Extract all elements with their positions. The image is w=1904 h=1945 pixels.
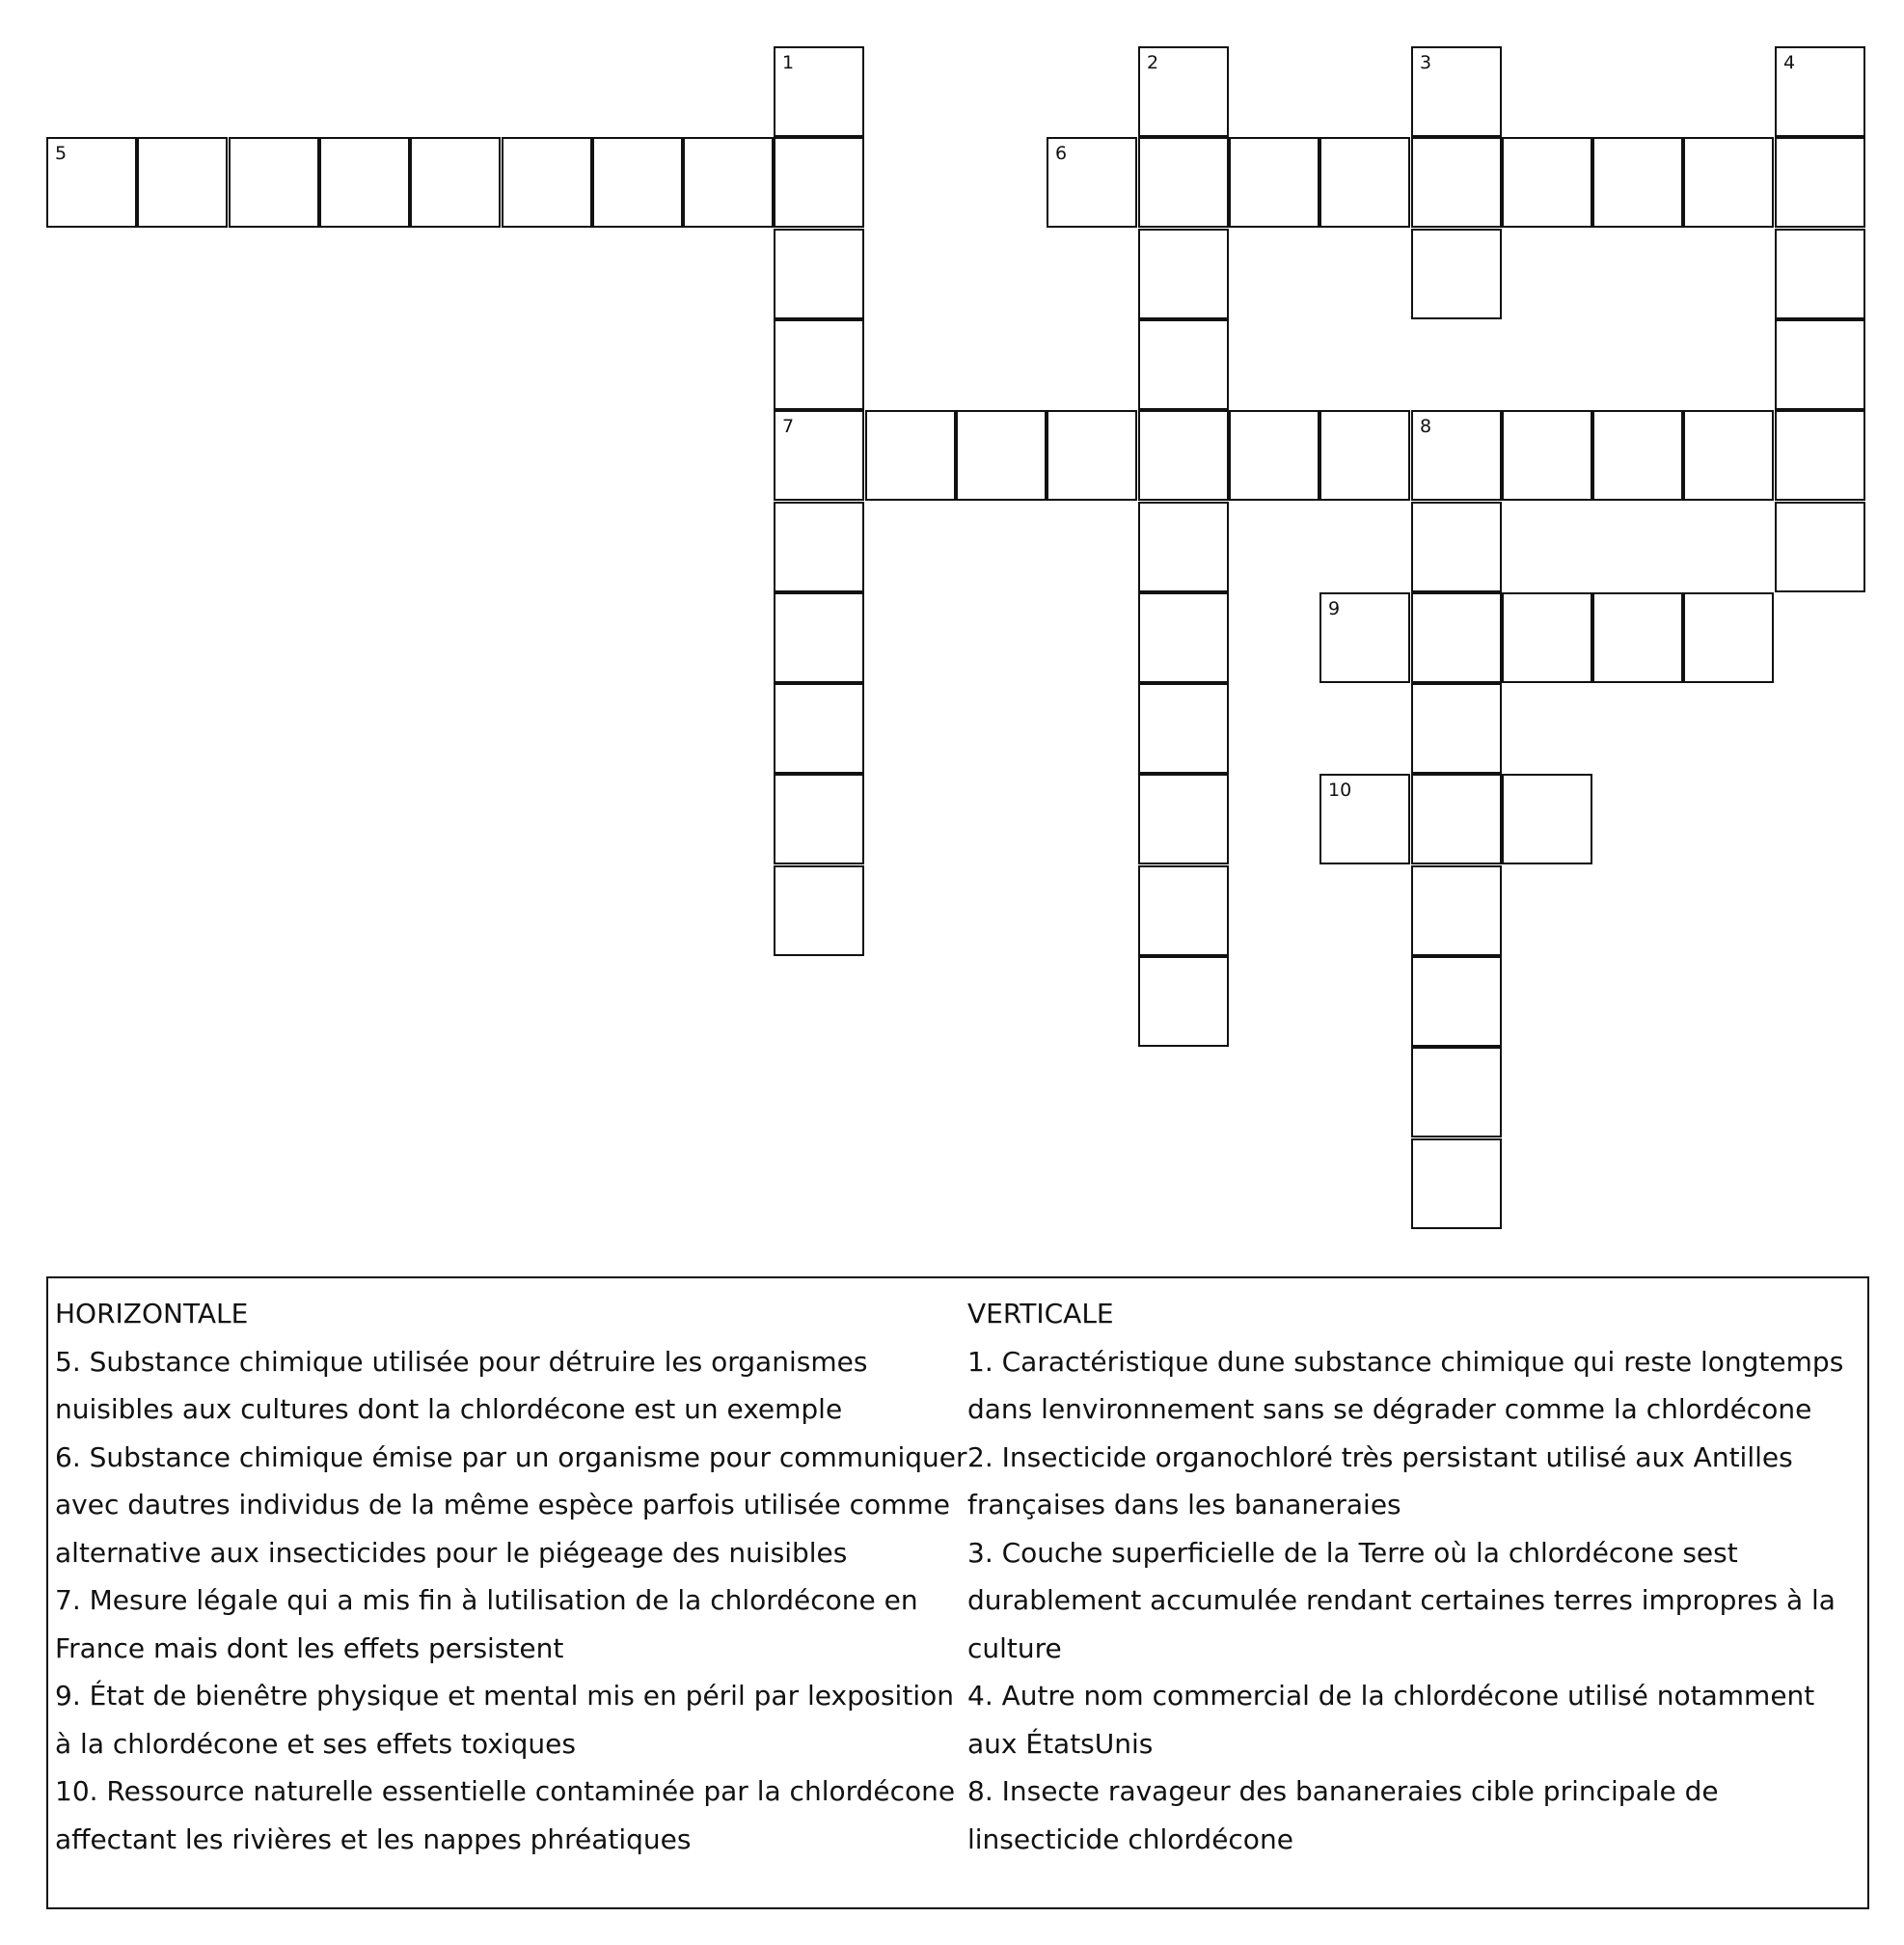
across-clues bbox=[55, 1290, 971, 1863]
grid-cell-7[interactable] bbox=[774, 410, 864, 501]
grid-cell[interactable] bbox=[1775, 137, 1865, 228]
grid-cell[interactable] bbox=[1683, 410, 1774, 501]
down-clue-2: 2. Insecticide organochloré très persistant utilisé aux Antilles françaises dans les bananeraies bbox=[967, 1440, 1793, 1520]
grid-cell[interactable] bbox=[1775, 319, 1865, 410]
grid-cell[interactable] bbox=[1411, 774, 1502, 864]
grid-cell[interactable] bbox=[865, 410, 956, 501]
clue-number: 5 bbox=[55, 143, 68, 164]
grid-cell[interactable] bbox=[1229, 410, 1319, 501]
grid-cell[interactable] bbox=[1683, 137, 1774, 228]
grid-cell-9[interactable] bbox=[1319, 592, 1410, 683]
grid-cell[interactable] bbox=[1775, 502, 1865, 592]
grid-cell[interactable] bbox=[1319, 137, 1410, 228]
grid-cell[interactable] bbox=[1138, 229, 1229, 319]
grid-cell[interactable] bbox=[1229, 137, 1319, 228]
grid-cell-3[interactable] bbox=[1411, 46, 1502, 137]
down-clue-4: 4. Autre nom commercial de la chlordécone utilisé notamment aux ÉtatsUnis bbox=[967, 1680, 1815, 1760]
grid-cell-8[interactable] bbox=[1411, 410, 1502, 501]
grid-cell[interactable] bbox=[774, 502, 864, 592]
clue-number: 6 bbox=[1055, 143, 1068, 164]
grid-cell-10[interactable] bbox=[1319, 774, 1410, 864]
clue-number: 3 bbox=[1420, 52, 1432, 73]
grid-cell[interactable] bbox=[1502, 774, 1592, 864]
grid-cell[interactable] bbox=[774, 683, 864, 774]
grid-cell[interactable] bbox=[1411, 956, 1502, 1047]
down-heading: VERTICALE bbox=[967, 1298, 1114, 1329]
grid-cell[interactable] bbox=[1138, 865, 1229, 956]
grid-cell[interactable] bbox=[319, 137, 410, 228]
grid-cell[interactable] bbox=[137, 137, 228, 228]
grid-cell-5[interactable] bbox=[46, 137, 137, 228]
down-clue-1: 1. Caractéristique dune substance chimique qui reste longtemps dans lenvironnement sans se dégrader comme la chlordécone bbox=[967, 1345, 1844, 1425]
grid-cell[interactable] bbox=[1411, 502, 1502, 592]
grid-cell[interactable] bbox=[774, 319, 864, 410]
across-heading: HORIZONTALE bbox=[55, 1298, 249, 1329]
clue-number: 9 bbox=[1328, 598, 1341, 619]
grid-cell[interactable] bbox=[1411, 1047, 1502, 1137]
grid-cell-2[interactable] bbox=[1138, 46, 1229, 137]
grid-cell[interactable] bbox=[1138, 137, 1229, 228]
grid-cell[interactable] bbox=[956, 410, 1047, 501]
across-clue-7: 7. Mesure légale qui a mis fin à lutilisation de la chlordécone en France mais dont les effets persistent bbox=[55, 1584, 918, 1664]
grid-cell[interactable] bbox=[502, 137, 592, 228]
grid-cell[interactable] bbox=[1138, 774, 1229, 864]
grid-cell[interactable] bbox=[1411, 683, 1502, 774]
grid-cell[interactable] bbox=[1047, 410, 1137, 501]
grid-cell[interactable] bbox=[774, 592, 864, 683]
across-clue-5: 5. Substance chimique utilisée pour détruire les organismes nuisibles aux cultures dont la chlordécone est un exemple bbox=[55, 1345, 868, 1425]
across-clue-6: 6. Substance chimique émise par un organisme pour communiquer avec dautres individus de la même espèce parfois utilisée comme alternative aux insecticides pour le piégeage des nuisibles bbox=[55, 1440, 967, 1569]
clue-box bbox=[46, 1276, 1869, 1909]
grid-cell-1[interactable] bbox=[774, 46, 864, 137]
grid-cell[interactable] bbox=[1592, 137, 1683, 228]
grid-cell[interactable] bbox=[774, 865, 864, 956]
grid-cell[interactable] bbox=[410, 137, 501, 228]
grid-cell[interactable] bbox=[683, 137, 774, 228]
clue-number: 7 bbox=[782, 416, 795, 437]
grid-cell-4[interactable] bbox=[1775, 46, 1865, 137]
clue-number: 1 bbox=[782, 52, 795, 73]
grid-cell[interactable] bbox=[1502, 410, 1592, 501]
grid-cell[interactable] bbox=[1411, 1138, 1502, 1229]
grid-cell[interactable] bbox=[1683, 592, 1774, 683]
grid-cell[interactable] bbox=[229, 137, 319, 228]
grid-cell[interactable] bbox=[1319, 410, 1410, 501]
grid-cell[interactable] bbox=[1592, 592, 1683, 683]
grid-cell[interactable] bbox=[1411, 865, 1502, 956]
grid-cell[interactable] bbox=[774, 137, 864, 228]
across-clue-9: 9. État de bienêtre physique et mental mis en péril par lexposition à la chlordécone et ses effets toxiques bbox=[55, 1680, 954, 1760]
grid-cell[interactable] bbox=[1138, 592, 1229, 683]
grid-cell[interactable] bbox=[1138, 956, 1229, 1047]
grid-cell[interactable] bbox=[1775, 229, 1865, 319]
grid-cell[interactable] bbox=[1138, 502, 1229, 592]
grid-cell[interactable] bbox=[1411, 229, 1502, 319]
grid-cell[interactable] bbox=[1502, 592, 1592, 683]
clue-number: 2 bbox=[1147, 52, 1159, 73]
clue-number: 10 bbox=[1328, 780, 1352, 801]
grid-cell[interactable] bbox=[1775, 410, 1865, 501]
clue-number: 8 bbox=[1420, 416, 1432, 437]
grid-cell[interactable] bbox=[1502, 137, 1592, 228]
grid-cell[interactable] bbox=[1138, 319, 1229, 410]
grid-cell[interactable] bbox=[1138, 683, 1229, 774]
grid-cell-6[interactable] bbox=[1047, 137, 1137, 228]
clue-number: 4 bbox=[1783, 52, 1796, 73]
down-clue-8: 8. Insecte ravageur des bananeraies cible principale de linsecticide chlordécone bbox=[967, 1775, 1719, 1855]
across-clue-10: 10. Ressource naturelle essentielle contaminée par la chlordécone affectant les rivières et les nappes phréatiques bbox=[55, 1775, 956, 1855]
grid-cell[interactable] bbox=[1411, 592, 1502, 683]
grid-cell[interactable] bbox=[1592, 410, 1683, 501]
down-clues bbox=[967, 1290, 1864, 1863]
down-clue-3: 3. Couche superficielle de la Terre où la chlordécone sest durablement accumulée rendant certaines terres impropres à la culture bbox=[967, 1536, 1836, 1664]
grid-cell[interactable] bbox=[592, 137, 683, 228]
grid-cell[interactable] bbox=[1138, 410, 1229, 501]
grid-cell[interactable] bbox=[1411, 137, 1502, 228]
grid-cell[interactable] bbox=[774, 229, 864, 319]
grid-cell[interactable] bbox=[774, 774, 864, 864]
